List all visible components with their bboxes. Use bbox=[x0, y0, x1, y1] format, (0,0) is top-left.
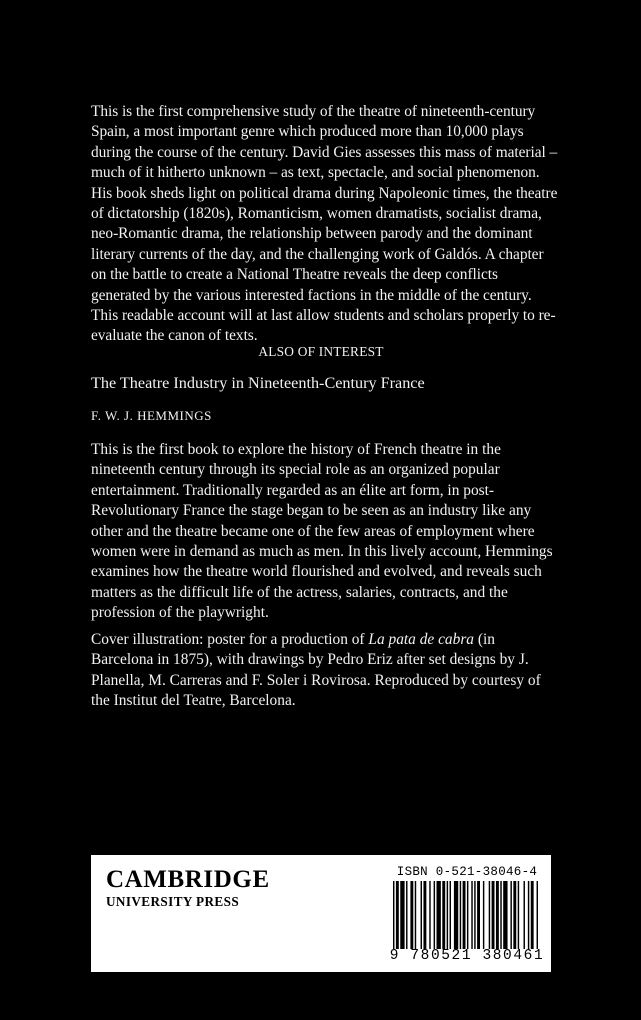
barcode-icon bbox=[389, 881, 545, 953]
barcode-bar bbox=[531, 881, 534, 953]
credit-text-end: (in Barcelona in 1875), with drawings by Pedro Eriz after set designs by J. Planella, M. Carreras and F. Soler i Rovirosa. Reproduced by courtesy of the Institut del Teatre, Barcelona. bbox=[91, 631, 541, 710]
main-blurb: This is the first comprehensive study of the theatre of nineteenth-century Spain, a most important genre which produced more than 10,000 plays during the course of the century. David Gies assesses this mass of material – much of it hitherto unknown – as text, spectacle, and social phenomenon. His book sheds light on political drama during Napoleonic times, the theatre of dictatorship (1820s), Romanticism, women dramatists, socialist drama, neo-Romantic drama, the relationship between parody and the dominant literary currents of the day, and the challenging work of Galdós. A chapter on the battle to create a National Theatre reveals the deep conflicts generated by the various interested factions in the middle of the century. This readable account will at last allow students and scholars properly to re-evaluate the canon of texts. bbox=[91, 103, 558, 345]
related-book-title: The Theatre Industry in Nineteenth-Century France bbox=[91, 374, 425, 392]
barcode-bar bbox=[437, 881, 441, 953]
barcode-bar bbox=[537, 881, 538, 953]
barcode-bar bbox=[496, 881, 499, 953]
barcode-bar bbox=[467, 881, 468, 953]
credit-play-title: La pata de cabra bbox=[368, 631, 474, 648]
barcode-bar bbox=[510, 881, 511, 953]
barcode-bar bbox=[492, 881, 495, 953]
cover-illustration-credit bbox=[91, 630, 561, 712]
barcode-bar bbox=[503, 881, 507, 953]
barcode-bar bbox=[429, 881, 430, 953]
barcode-bar bbox=[460, 881, 461, 953]
barcode-bar bbox=[471, 881, 472, 953]
barcode-bar bbox=[524, 881, 525, 953]
imprint-box bbox=[91, 855, 551, 972]
barcode-bar bbox=[477, 881, 480, 953]
barcode-bar bbox=[393, 881, 394, 953]
barcode-area bbox=[389, 865, 545, 965]
barcode-bar bbox=[450, 881, 451, 953]
barcode-bar bbox=[415, 881, 416, 953]
barcode-bar bbox=[528, 881, 529, 953]
barcode-bar bbox=[454, 881, 458, 953]
credit-text-start: Cover illustration: poster for a production of bbox=[91, 631, 369, 648]
barcode-digits: 9 780521 380461 bbox=[389, 948, 545, 964]
barcode-bar bbox=[463, 881, 466, 953]
barcode-bar bbox=[442, 881, 445, 953]
barcode-bar bbox=[447, 881, 448, 953]
barcode-bar bbox=[474, 881, 475, 953]
related-book-author: F. W. J. HEMMINGS bbox=[91, 408, 212, 423]
barcode-bar bbox=[500, 881, 501, 953]
isbn-label: ISBN 0-521-38046-4 bbox=[396, 865, 538, 879]
publisher-subname: UNIVERSITY PRESS bbox=[106, 894, 240, 909]
barcode-bar bbox=[406, 881, 407, 953]
related-book-blurb: This is the first book to explore the history of French theatre in the nineteenth century through its special role as an organized popular entertainment. Traditionally regarded as an élite art form, in post-Revolutionary France the stage began to be seen as an industry like any other and the theatre became one of the few areas of employment where women were in demand as much as men. In this lively account, Hemmings examines how the theatre world flourished and evolved, and reveals such matters as the difficult life of the actress, salaries, contracts, and the profession of the playwright. bbox=[91, 441, 553, 622]
publisher-logo bbox=[106, 867, 270, 910]
barcode-bar bbox=[483, 881, 484, 953]
barcode-bar bbox=[423, 881, 426, 953]
barcode-bar bbox=[410, 881, 413, 953]
barcode-bar bbox=[434, 881, 435, 953]
barcode-bar bbox=[400, 881, 404, 953]
barcode-bar bbox=[396, 881, 399, 953]
also-of-interest-heading: ALSO OF INTEREST bbox=[258, 344, 384, 359]
barcode-bar bbox=[489, 881, 490, 953]
publisher-name: CAMBRIDGE bbox=[106, 866, 270, 893]
barcode-bar bbox=[421, 881, 422, 953]
barcode-bar bbox=[513, 881, 516, 953]
barcode-bar bbox=[518, 881, 519, 953]
